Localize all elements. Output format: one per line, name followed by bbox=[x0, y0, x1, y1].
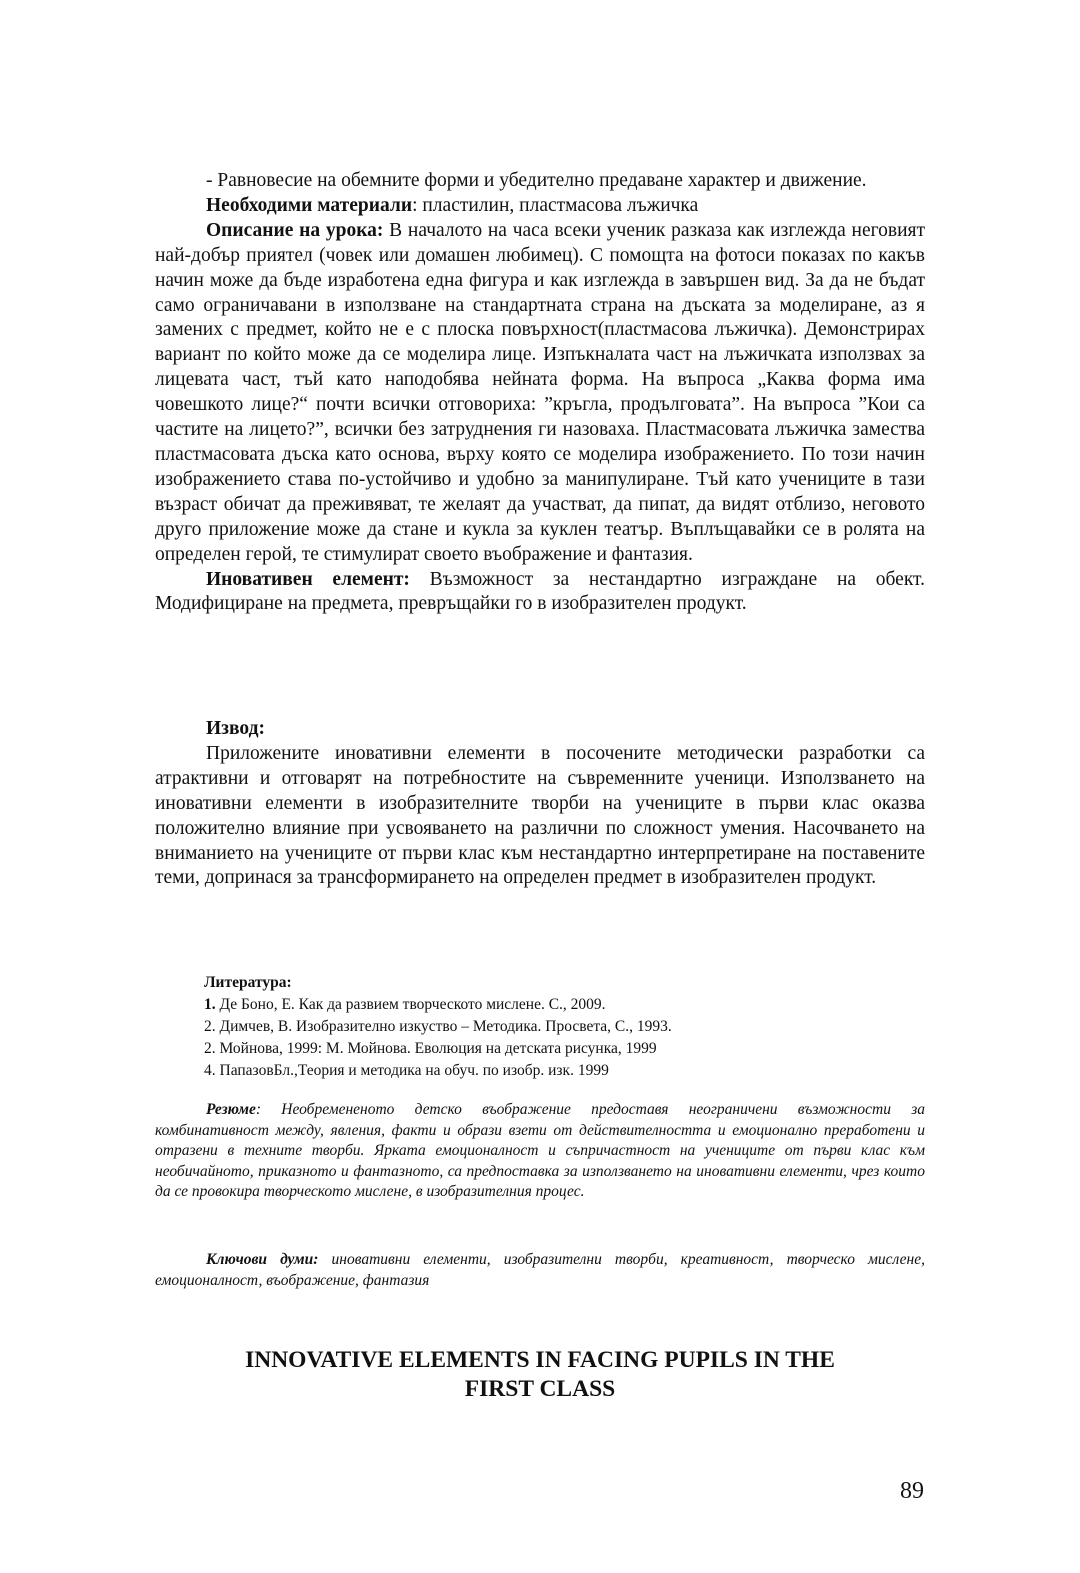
innovative-paragraph bbox=[155, 568, 925, 618]
reference-number: 2. bbox=[204, 1018, 216, 1035]
description-text: В началото на часа всеки ученик разказа как изглежда неговият най-добър приятел (човек или домашен любимец). С помощта на фотоси показах по какъв начин може да бъде изработена една фигура и как изглежда в завършен вид. За да не бъдат само ограничавани в използване на стандартната страна на дъската за моделиране, аз я замених с предмет, който не е с плоска повърхност(пластмасова лъжичка). Демонстрирах вариант по който може да се моделира лице. Изпъкналата част на лъжичката използвах за лицевата част, тъй като наподобява нейната форма. На въпроса „Каква форма има човешкото лице?“ почти всички отговориха: ”кръгла, продълговата”. На въпроса ”Кои са частите на лицето?”, всички без затруднения ги назоваха. Пластмасовата лъжичка замества пластмасовата дъска като основа, върху която се моделира изображението. По този начин изображението става по-устойчиво и удобно за манипулиране. Тъй като учениците в тази възраст обичат да преживяват, те желаят да участват, да пипат, да видят отблизо, неговото друго приложение може да стане и кукла за куклен театър. Въплъщавайки се в ролята на определен герой, те стимулират своето въображение и фантазия. bbox=[155, 219, 925, 565]
reference-item bbox=[204, 1060, 904, 1082]
summary-paragraph bbox=[155, 1100, 925, 1203]
english-title bbox=[155, 1346, 925, 1404]
materials-label: Необходими материали bbox=[206, 194, 413, 216]
summary-text: : Необремененото детско въображение предоставя неограничени възможности за комбинативност между, явления, факти и образи взети от действителността и емоционално преработени и отразени в техните творби. Ярката емоционалност и съпричастност на учениците от първи клас към необичайното, приказното и фантазното, са предпоставка за използването на иновативни елементи, чрез които да се провокира творческото мислене, в изобразителния процес. bbox=[155, 1101, 925, 1201]
conclusion-text: Приложените иновативни елементи в посочените методически разработки са атрактивни и отговарят на потребностите на съвременните ученици. Използването на иновативни елементи в изобразителните творби на учениците в първи клас оказва положително влияние при усвояването на различни по сложност умения. Насочването на вниманието на учениците от първи клас към нестандартно интерпретиране на поставените теми, допринася за трансформирането на определен предмет в изобразителен продукт. bbox=[155, 742, 925, 889]
references-title: Литература: bbox=[204, 974, 292, 991]
description-paragraph bbox=[155, 219, 925, 568]
materials-text: : пластилин, пластмасова лъжичка bbox=[412, 194, 699, 216]
keywords-section bbox=[155, 1250, 925, 1291]
materials-paragraph bbox=[155, 194, 925, 219]
english-title-line1: INNOVATIVE ELEMENTS IN FACING PUPILS IN THE bbox=[245, 1347, 835, 1373]
reference-item bbox=[204, 1016, 904, 1038]
summary-label: Резюме bbox=[206, 1101, 256, 1118]
reference-text: Димчев, В. Изобразително изкуство – Методика. Просвета, С., 1993. bbox=[215, 1018, 672, 1035]
reference-number: 4. bbox=[204, 1062, 216, 1079]
references bbox=[204, 972, 904, 1082]
keywords-text: иновативни елементи, изобразителни творби, креативност, творческо мислене, емоционалност, въображение, фантазия bbox=[155, 1251, 926, 1289]
reference-number: 2. bbox=[204, 1040, 216, 1057]
reference-text: ПапазовБл.,Теория и методика на обуч. по изобр. изк. 1999 bbox=[215, 1062, 609, 1079]
reference-text: Мойнова, 1999: М. Мойнова. Еволюция на детската рисунка, 1999 bbox=[215, 1040, 657, 1057]
reference-number: 1. bbox=[204, 996, 216, 1013]
innovative-label: Иновативен елемент: bbox=[206, 568, 410, 590]
conclusion-heading: Извод: bbox=[206, 718, 265, 739]
description-label: Описание на урока: bbox=[206, 219, 384, 241]
reference-text: Де Боно, Е. Как да развием творческото мислене. С., 2009. bbox=[215, 996, 606, 1013]
objectives-line: - Равновесие на обемните форми и убедително предаване характер и движение. bbox=[206, 170, 867, 191]
reference-item bbox=[204, 1038, 904, 1060]
page-number: 89 bbox=[900, 1478, 924, 1504]
conclusion-section bbox=[155, 717, 925, 891]
english-title-line2: FIRST CLASS bbox=[464, 1376, 616, 1402]
keywords-label: Ключови думи: bbox=[206, 1251, 319, 1268]
summary-section bbox=[155, 1100, 925, 1203]
keywords-paragraph bbox=[155, 1250, 925, 1291]
reference-item bbox=[204, 994, 904, 1016]
lesson-body bbox=[155, 169, 925, 617]
innovative-text: Възможност за нестандартно изграждане на обект. Модифициране на предмета, превръщайки го в изобразителен продукт. bbox=[155, 568, 925, 615]
